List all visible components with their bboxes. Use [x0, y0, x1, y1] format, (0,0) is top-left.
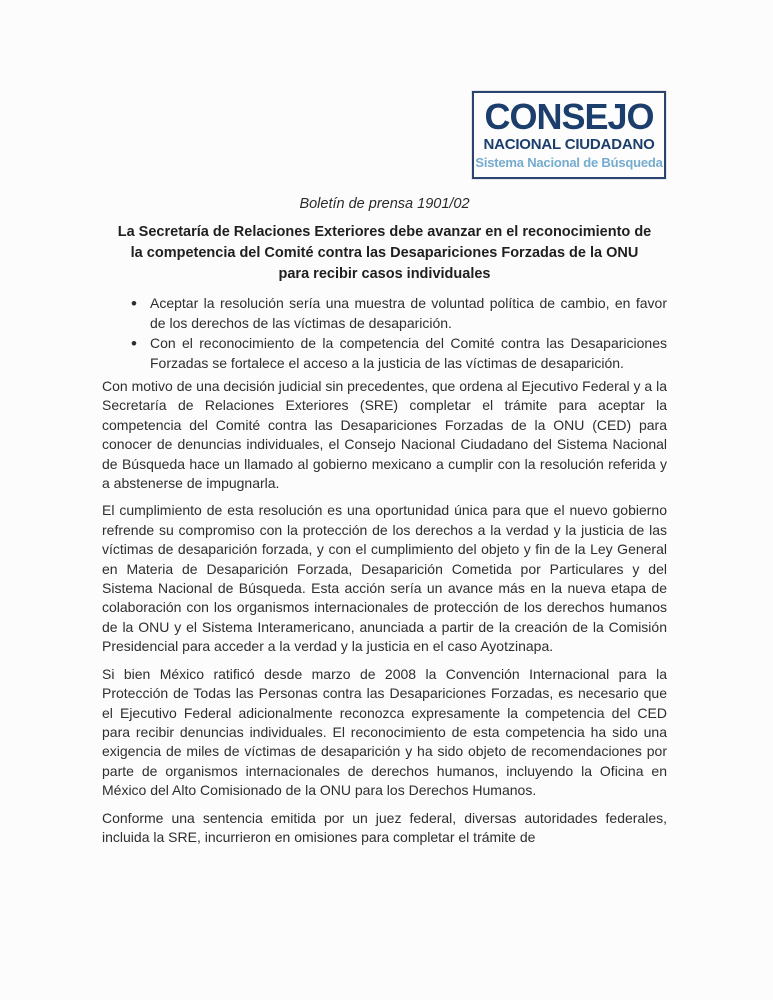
press-release-title — [102, 222, 667, 285]
body-paragraph-4: Conforme una sentencia emitida por un juez federal, diversas autoridades federales, incluida la SRE, incurrieron en omisiones para completar el trámite de — [102, 809, 667, 845]
body-paragraph-3: Si bien México ratificó desde marzo de 2008 la Convención Internacional para la Protección de Todas las Personas contra las Desapariciones Forzadas, es necesario que el Ejecutivo Federal adicionalmente reconozca expresamente la competencia del CED para recibir denuncias individuales. El reconocimiento de esta competencia ha sido una exigencia de miles de víctimas de desaparición y ha sido objeto de recomendaciones por parte de organismos internacionales de derechos humanos, incluyendo la Oficina en México del Alto Comisionado de la ONU para los Derechos Humanos. — [102, 665, 667, 799]
key-points-list — [102, 294, 667, 373]
document-body — [102, 194, 667, 855]
logo-subtitle: NACIONAL CIUDADANO — [483, 136, 655, 153]
title-line-3: para recibir casos individuales — [278, 266, 491, 282]
key-point-item: • Aceptar la resolución sería una muestra de voluntad política de cambio, en favor de los derechos de las víctimas de desaparición. — [131, 294, 667, 333]
body-paragraph-2: El cumplimiento de esta resolución es una oportunidad única para que el nuevo gobierno refrende su compromiso con la protección de los derechos a la verdad y la justicia de las víctimas de desaparición forzada, y con el cumplimiento del objeto y fin de la Ley General en Materia de Desaparición Forzada, Desaparición Cometida por Particulares y del Sistema Nacional de Búsqueda. Esta acción sería un avance más en la nueva etapa de colaboración con los organismos internacionales de protección de los derechos humanos de la ONU y el Sistema Interamericano, anunciada a partir de la creación de la Comisión Presidencial para acceder a la verdad y la justicia en el caso Ayotzinapa. — [102, 502, 667, 655]
bulletin-number: Boletín de prensa 1901/02 — [299, 196, 470, 212]
logo-tagline: Sistema Nacional de Búsqueda — [475, 155, 663, 170]
title-line-1: La Secretaría de Relaciones Exteriores debe avanzar en el reconocimiento de — [117, 224, 652, 240]
key-point-item: • Con el reconocimiento de la competencia del Comité contra las Desapariciones Forzadas se fortalece el acceso a la justicia de las víctimas de desaparición. — [131, 334, 667, 373]
consejo-logo — [472, 91, 666, 179]
title-line-2: la competencia del Comité contra las Desapariciones Forzadas de la ONU — [130, 245, 639, 261]
logo-title: CONSEJO — [484, 96, 654, 137]
body-paragraph-1: Con motivo de una decisión judicial sin precedentes, que ordena al Ejecutivo Federal y a la Secretaría de Relaciones Exteriores (SRE) completar el trámite para aceptar la competencia del Comité contra las Desapariciones Forzadas de la ONU (CED) para conocer de denuncias individuales, el Consejo Nacional Ciudadano del Sistema Nacional de Búsqueda hace un llamado al gobierno mexicano a cumplir con la resolución referida y a abstenerse de impugnarla. — [102, 378, 668, 492]
